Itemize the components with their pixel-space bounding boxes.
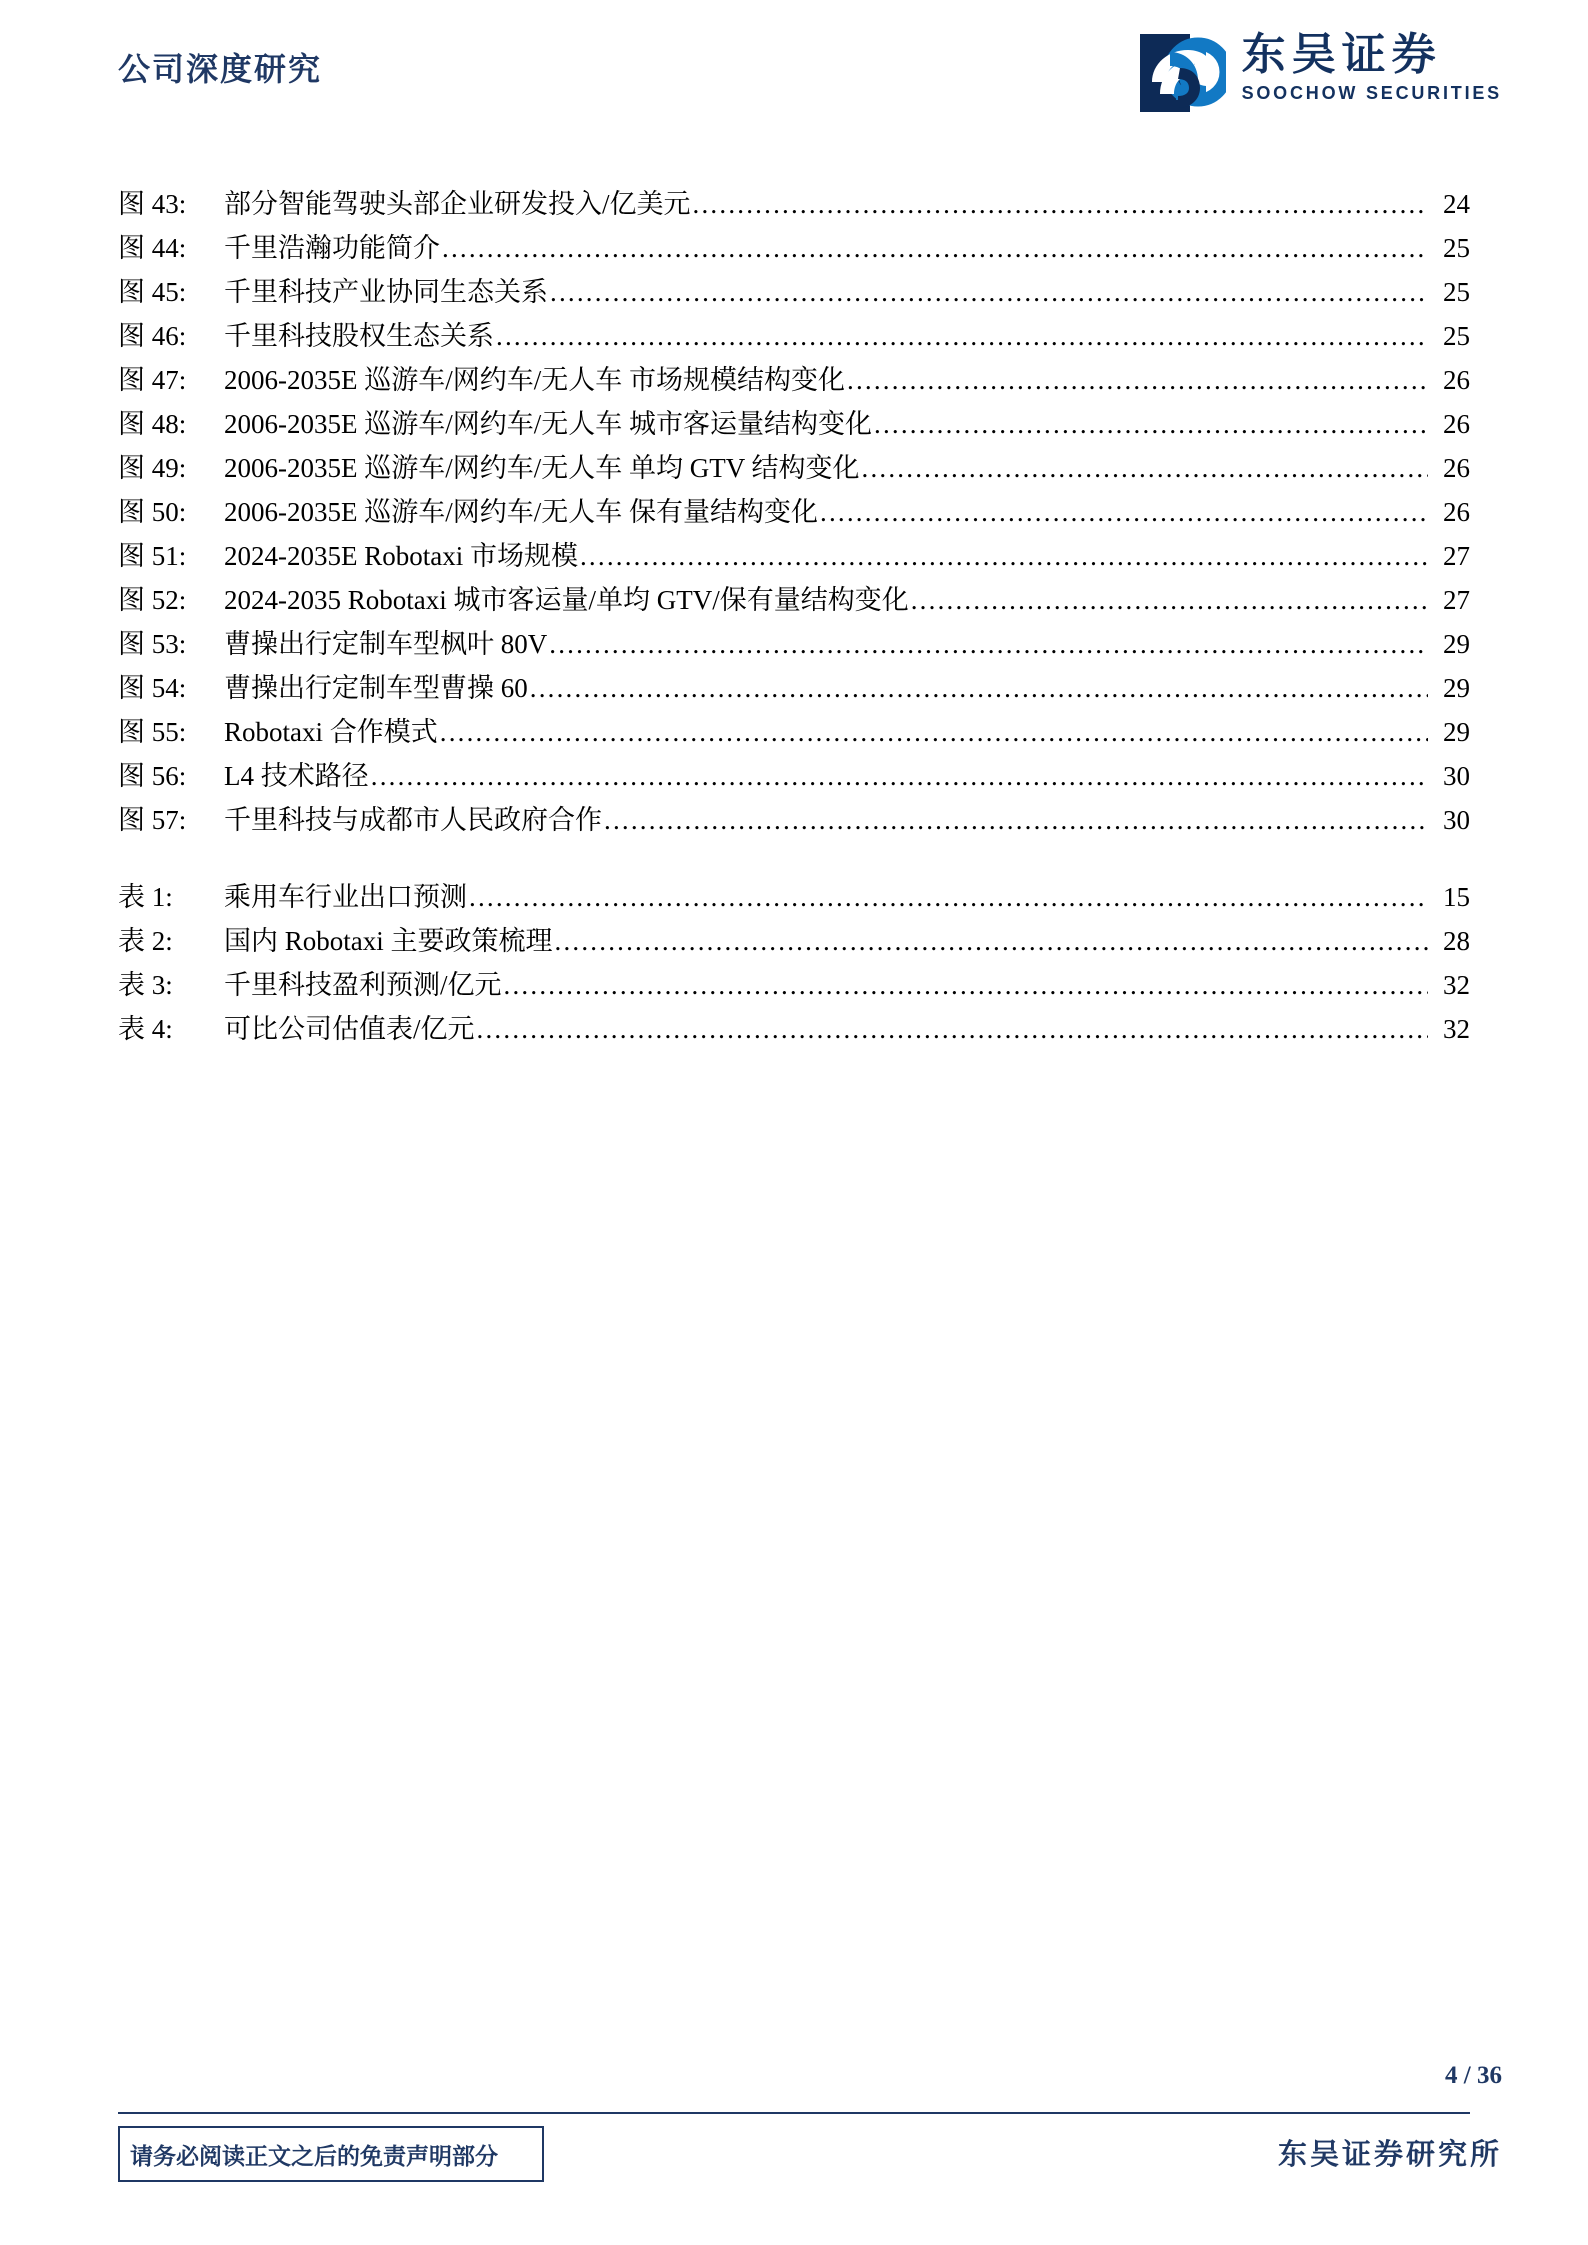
dot-leader bbox=[371, 763, 1428, 790]
figure-entry[interactable] bbox=[118, 226, 1470, 270]
brand-text bbox=[1242, 30, 1502, 104]
table-entry[interactable] bbox=[118, 1007, 1470, 1051]
figure-entry-page: 29 bbox=[1443, 717, 1470, 747]
figure-entry-label: 图 44: bbox=[118, 233, 187, 263]
dot-leader bbox=[847, 367, 1428, 394]
dot-leader bbox=[442, 235, 1428, 262]
dot-leader bbox=[530, 675, 1428, 702]
table-entry[interactable] bbox=[118, 963, 1470, 1007]
figure-entry-label: 图 54: bbox=[118, 673, 187, 703]
soochow-s-logo-icon bbox=[1140, 30, 1226, 116]
figure-entry[interactable] bbox=[118, 314, 1470, 358]
figure-entry-page: 25 bbox=[1443, 233, 1470, 263]
dot-leader bbox=[911, 587, 1428, 614]
figure-entry-label: 图 53: bbox=[118, 629, 187, 659]
figure-entry-title: Robotaxi 合作模式 bbox=[224, 717, 438, 747]
figure-entry-label: 图 46: bbox=[118, 321, 187, 351]
table-entry-label: 表 1: bbox=[118, 882, 173, 912]
figure-entry[interactable] bbox=[118, 666, 1470, 710]
figure-entry-title: 千里科技股权生态关系 bbox=[224, 321, 494, 351]
dot-leader bbox=[504, 972, 1428, 999]
dot-leader bbox=[549, 631, 1428, 658]
brand-lockup bbox=[1140, 30, 1502, 116]
figure-entry[interactable] bbox=[118, 270, 1470, 314]
figure-entry-title: 2006-2035E 巡游车/网约车/无人车 城市客运量结构变化 bbox=[224, 409, 872, 439]
figure-entry-page: 30 bbox=[1443, 761, 1470, 791]
figure-entry-title: 2006-2035E 巡游车/网约车/无人车 单均 GTV 结构变化 bbox=[224, 453, 860, 483]
figure-entry[interactable] bbox=[118, 358, 1470, 402]
dot-leader bbox=[820, 499, 1428, 526]
figure-entry[interactable] bbox=[118, 754, 1470, 798]
table-entry-title: 乘用车行业出口预测 bbox=[224, 882, 467, 912]
table-entry[interactable] bbox=[118, 919, 1470, 963]
figure-entry-page: 27 bbox=[1443, 541, 1470, 571]
figure-entry-page: 24 bbox=[1443, 189, 1470, 219]
figure-entry-page: 30 bbox=[1443, 805, 1470, 835]
table-entry-title: 可比公司估值表/亿元 bbox=[224, 1014, 475, 1044]
table-entry-label: 表 2: bbox=[118, 926, 173, 956]
dot-leader bbox=[862, 455, 1429, 482]
figure-entry-label: 图 55: bbox=[118, 717, 187, 747]
figure-entry-page: 26 bbox=[1443, 409, 1470, 439]
figure-entry-page: 25 bbox=[1443, 321, 1470, 351]
figure-entry-label: 图 51: bbox=[118, 541, 187, 571]
dot-leader bbox=[477, 1016, 1428, 1043]
dot-leader bbox=[604, 807, 1428, 834]
dot-leader bbox=[874, 411, 1428, 438]
figure-entry[interactable] bbox=[118, 182, 1470, 226]
figure-entry[interactable] bbox=[118, 622, 1470, 666]
table-entry-label: 表 3: bbox=[118, 970, 173, 1000]
table-entry-title: 国内 Robotaxi 主要政策梳理 bbox=[224, 926, 553, 956]
figure-entry-title: 曹操出行定制车型曹操 60 bbox=[224, 673, 528, 703]
page-number: 4 / 36 bbox=[1445, 2062, 1502, 2089]
dot-leader bbox=[496, 323, 1428, 350]
figure-entry-label: 图 45: bbox=[118, 277, 187, 307]
figure-entry-title: 曹操出行定制车型枫叶 80V bbox=[224, 629, 548, 659]
figure-entry-label: 图 56: bbox=[118, 761, 187, 791]
figure-entry[interactable] bbox=[118, 402, 1470, 446]
figure-entry-title: 2006-2035E 巡游车/网约车/无人车 市场规模结构变化 bbox=[224, 365, 845, 395]
figure-entry-label: 图 49: bbox=[118, 453, 187, 483]
document-type-title: 公司深度研究 bbox=[118, 51, 323, 87]
figure-entry-label: 图 52: bbox=[118, 585, 187, 615]
figure-entry-title: 千里浩瀚功能简介 bbox=[224, 233, 440, 263]
table-entry[interactable] bbox=[118, 875, 1470, 919]
table-entry-page: 32 bbox=[1443, 1014, 1470, 1044]
table-entry-title: 千里科技盈利预测/亿元 bbox=[224, 970, 502, 1000]
figure-entry[interactable] bbox=[118, 578, 1470, 622]
dot-leader bbox=[580, 543, 1428, 570]
dot-leader bbox=[555, 928, 1429, 955]
table-entry-page: 15 bbox=[1443, 882, 1470, 912]
figure-entry[interactable] bbox=[118, 798, 1470, 842]
figure-entry[interactable] bbox=[118, 446, 1470, 490]
figure-entry-title: 千里科技产业协同生态关系 bbox=[224, 277, 548, 307]
brand-name-cn: 东吴证券 bbox=[1241, 30, 1442, 79]
figure-entry-title: L4 技术路径 bbox=[224, 761, 369, 791]
figure-entry-page: 29 bbox=[1443, 673, 1470, 703]
figure-entry-title: 2024-2035 Robotaxi 城市客运量/单均 GTV/保有量结构变化 bbox=[224, 585, 909, 615]
footer-divider bbox=[118, 2112, 1470, 2114]
figure-entry-label: 图 57: bbox=[118, 805, 187, 835]
research-institute-name: 东吴证券研究所 bbox=[1277, 2139, 1502, 2171]
dot-leader bbox=[469, 884, 1428, 911]
figure-entry-title: 2006-2035E 巡游车/网约车/无人车 保有量结构变化 bbox=[224, 497, 818, 527]
figure-entry-page: 29 bbox=[1443, 629, 1470, 659]
figure-entry-page: 27 bbox=[1443, 585, 1470, 615]
figure-entry-title: 千里科技与成都市人民政府合作 bbox=[224, 805, 602, 835]
figure-entry[interactable] bbox=[118, 534, 1470, 578]
brand-name-en: SOOCHOW SECURITIES bbox=[1241, 83, 1502, 104]
figure-entry-page: 26 bbox=[1443, 453, 1470, 483]
figure-entry[interactable] bbox=[118, 490, 1470, 534]
table-entry-page: 28 bbox=[1443, 926, 1470, 956]
figure-entry-label: 图 50: bbox=[118, 497, 187, 527]
figure-entry-page: 25 bbox=[1443, 277, 1470, 307]
figure-entry-page: 26 bbox=[1443, 365, 1470, 395]
dot-leader bbox=[440, 719, 1428, 746]
figure-entry-title: 部分智能驾驶头部企业研发投入/亿美元 bbox=[224, 189, 691, 219]
figure-entry[interactable] bbox=[118, 710, 1470, 754]
table-list bbox=[118, 875, 1470, 1051]
disclaimer-note: 请务必阅读正文之后的免责声明部分 bbox=[118, 2126, 544, 2182]
page-header bbox=[0, 0, 1588, 128]
dot-leader bbox=[693, 191, 1428, 218]
table-entry-label: 表 4: bbox=[118, 1014, 173, 1044]
figure-entry-label: 图 48: bbox=[118, 409, 187, 439]
figure-list bbox=[118, 182, 1470, 842]
table-entry-page: 32 bbox=[1443, 970, 1470, 1000]
figure-entry-title: 2024-2035E Robotaxi 市场规模 bbox=[224, 541, 578, 571]
figure-entry-page: 26 bbox=[1443, 497, 1470, 527]
figure-entry-label: 图 47: bbox=[118, 365, 187, 395]
figure-entry-label: 图 43: bbox=[118, 189, 187, 219]
dot-leader bbox=[550, 279, 1428, 306]
